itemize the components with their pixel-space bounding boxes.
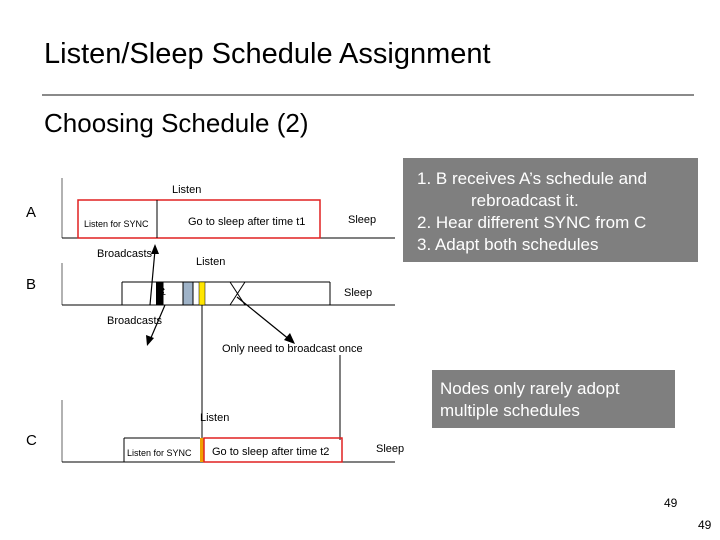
- page-number-outer: 49: [698, 518, 712, 532]
- steps-line-3: 2. Hear different SYNC from C: [417, 213, 647, 232]
- row-b-blue-slot: [183, 282, 193, 305]
- note-callout: [432, 370, 675, 428]
- row-c-sleep-label: Sleep: [376, 443, 405, 455]
- broadcasts-bottom-label: Broadcasts: [107, 315, 163, 327]
- row-a-listen-for-sync: Listen for SYNC: [84, 219, 149, 229]
- row-b-yellow-slot: [199, 282, 205, 305]
- node-b-label: B: [26, 276, 37, 293]
- row-c-go-to-sleep: Go to sleep after time t2: [212, 446, 330, 458]
- steps-line-4: 3. Adapt both schedules: [417, 235, 599, 254]
- row-c-listen-label: Listen: [200, 412, 230, 424]
- node-c-label: C: [26, 432, 37, 449]
- note-line-1: Nodes only rarely adopt: [440, 379, 620, 398]
- row-b-listen-label: Listen: [196, 256, 226, 268]
- steps-line-1: 1. B receives A’s schedule and: [417, 169, 647, 188]
- steps-callout: [403, 158, 698, 262]
- node-a-label: A: [26, 204, 37, 221]
- row-b-sleep-label: Sleep: [344, 287, 373, 299]
- slide-subtitle: Choosing Schedule (2): [44, 108, 309, 138]
- only-once-label: Only need to broadcast once: [222, 343, 363, 355]
- row-a-listen-label: Listen: [172, 184, 202, 196]
- page-number-inner: 49: [664, 496, 678, 510]
- row-a-go-to-sleep: Go to sleep after time t1: [188, 216, 306, 228]
- td-label: td: [157, 288, 167, 296]
- steps-line-2: rebroadcast it.: [471, 191, 579, 210]
- slide-title: Listen/Sleep Schedule Assignment: [44, 38, 491, 70]
- row-a-sleep-label: Sleep: [348, 214, 377, 226]
- note-line-2: multiple schedules: [440, 401, 580, 420]
- broadcasts-top-label: Broadcasts: [97, 248, 153, 260]
- row-c-listen-for-sync: Listen for SYNC: [127, 448, 192, 458]
- arrow-once: [237, 297, 290, 340]
